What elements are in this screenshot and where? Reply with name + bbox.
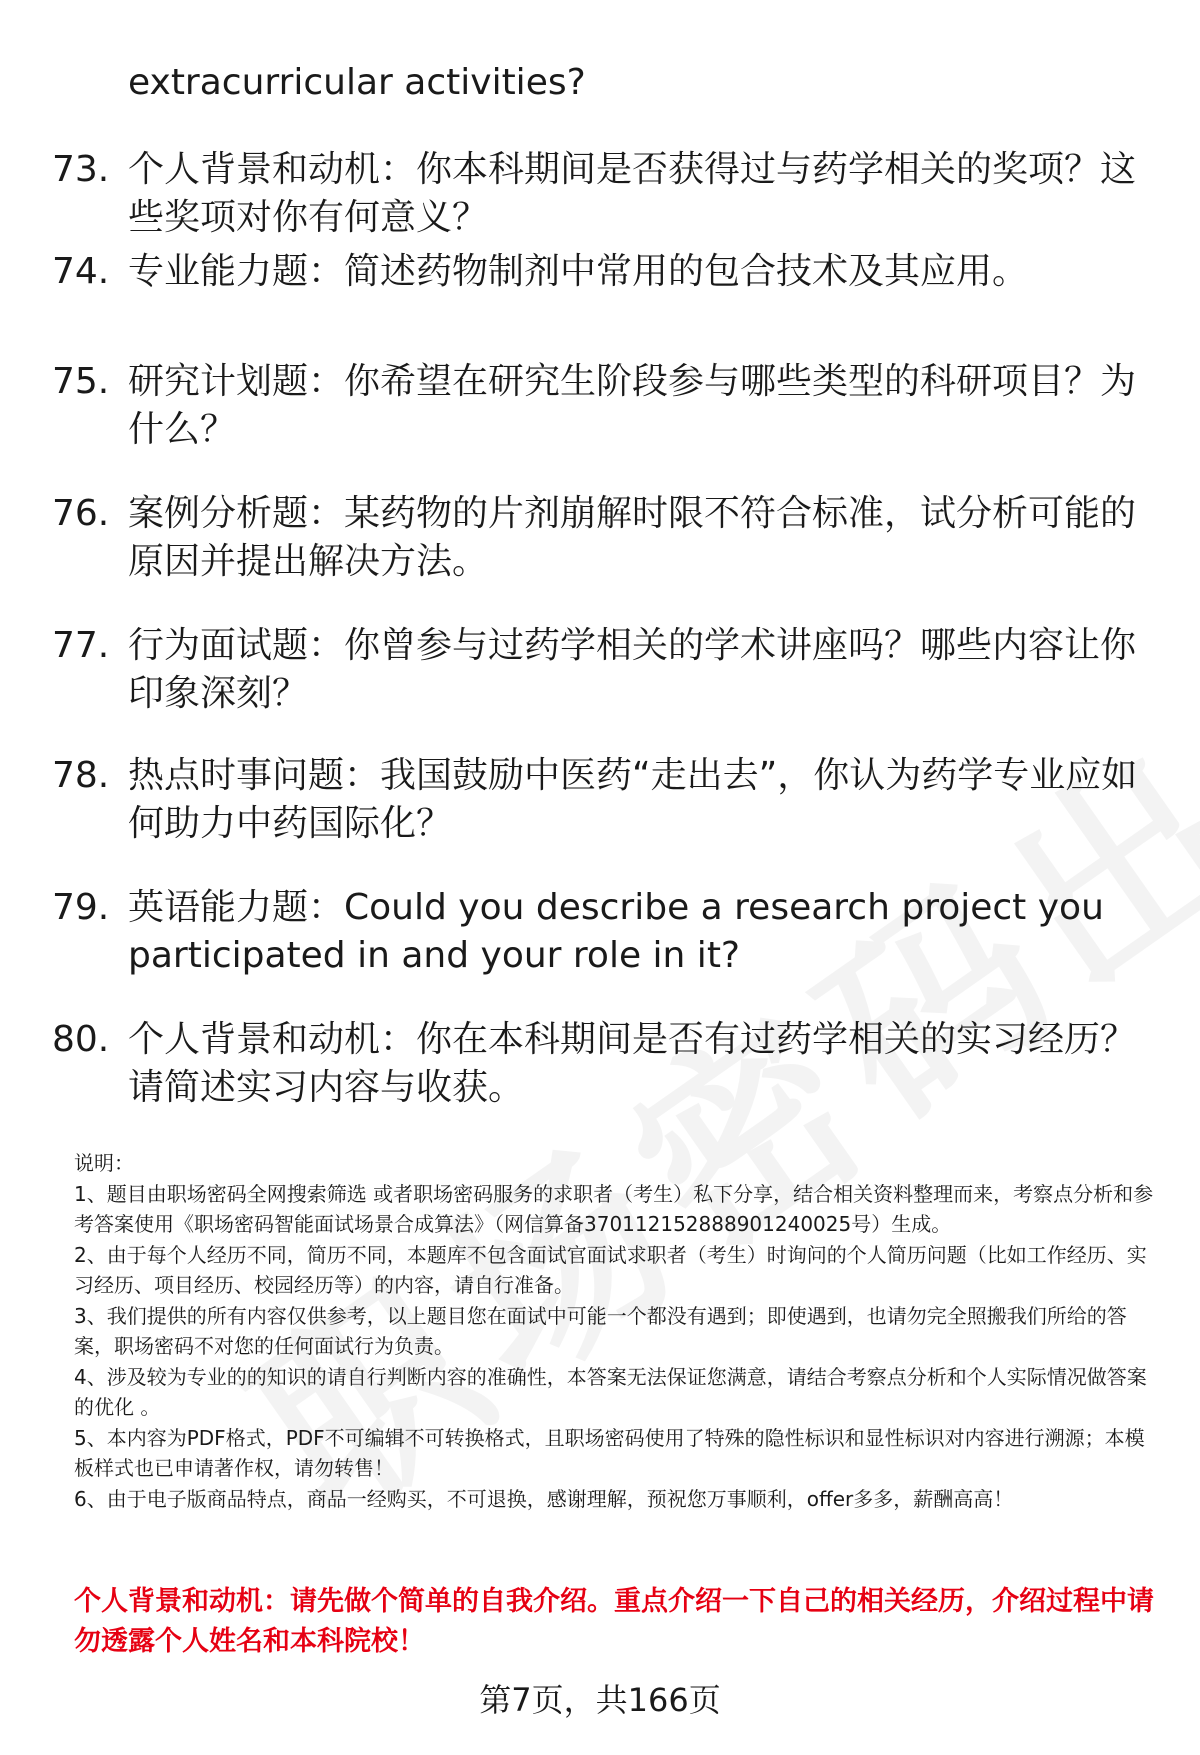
question-continuation: extracurricular activities? bbox=[128, 62, 586, 103]
note-item: 4、涉及较为专业的的知识的请自行判断内容的准确性，本答案无法保证您满意，请结合考察点分析和个人实际情况做答案的优化 。 bbox=[74, 1364, 1147, 1419]
notes-heading: 说明： bbox=[74, 1151, 134, 1175]
note-item: 3、我们提供的所有内容仅供参考，以上题目您在面试中可能一个都没有遇到；即使遇到，也请勿完全照搬我们所给的答案，职场密码不对您的任何面试行为负责。 bbox=[74, 1303, 1127, 1358]
question-text: 行为面试题：你曾参与过药学相关的学术讲座吗？哪些内容让你印象深刻？ bbox=[128, 625, 1137, 714]
highlight-question: 个人背景和动机：请先做个简单的自我介绍。重点介绍一下自己的相关经历，介绍过程中请勿透露个人姓名和本科院校！ bbox=[74, 1586, 1154, 1657]
question-text: 个人背景和动机：你在本科期间是否有过药学相关的实习经历？请简述实习内容与收获。 bbox=[128, 1019, 1137, 1108]
note-item: 5、本内容为PDF格式，PDF不可编辑不可转换格式，且职场密码使用了特殊的隐性标识和显性标识对内容进行溯源；本模板样式也已申请著作权，请勿转售！ bbox=[74, 1425, 1145, 1480]
note-item: 1、题目由职场密码全网搜索筛选 或者职场密码服务的求职者（考生）私下分享，结合相关资料整理而来，考察点分析和参考答案使用《职场密码智能面试场景合成算法》（网信算备370112152888901240025号）生成。 bbox=[74, 1181, 1154, 1236]
question-number: 74. bbox=[52, 251, 110, 292]
page-number: 第7页，共166页 bbox=[479, 1681, 721, 1719]
question-number: 75. bbox=[52, 361, 110, 402]
disclaimer-notes bbox=[74, 1148, 1164, 1514]
question-number: 77. bbox=[52, 625, 110, 666]
question-number: 73. bbox=[52, 149, 110, 190]
question-text: 英语能力题：Could you describe a research project you participated in and your role in it? bbox=[128, 887, 1104, 976]
question-text: 研究计划题：你希望在研究生阶段参与哪些类型的科研项目？为什么？ bbox=[128, 361, 1137, 450]
question-text: 个人背景和动机：你本科期间是否获得过与药学相关的奖项？这些奖项对你有何意义？ bbox=[128, 149, 1137, 238]
question-text: 案例分析题：某药物的片剂崩解时限不符合标准，试分析可能的原因并提出解决方法。 bbox=[128, 493, 1137, 582]
question-number: 80. bbox=[52, 1019, 110, 1060]
question-text: 专业能力题：简述药物制剂中常用的包合技术及其应用。 bbox=[128, 251, 1029, 292]
question-text: 热点时事问题：我国鼓励中医药“走出去”，你认为药学专业应如何助力中药国际化？ bbox=[128, 755, 1138, 844]
question-number: 78. bbox=[52, 755, 110, 796]
question-number: 79. bbox=[52, 887, 110, 928]
note-item: 2、由于每个人经历不同，简历不同，本题库不包含面试官面试求职者（考生）时询问的个人简历问题（比如工作经历、实习经历、项目经历、校园经历等）的内容，请自行准备。 bbox=[74, 1242, 1147, 1297]
note-item: 6、由于电子版商品特点，商品一经购买，不可退换，感谢理解，预祝您万事顺利，offer多多，薪酬高高！ bbox=[74, 1486, 1014, 1511]
question-number: 76. bbox=[52, 493, 110, 534]
